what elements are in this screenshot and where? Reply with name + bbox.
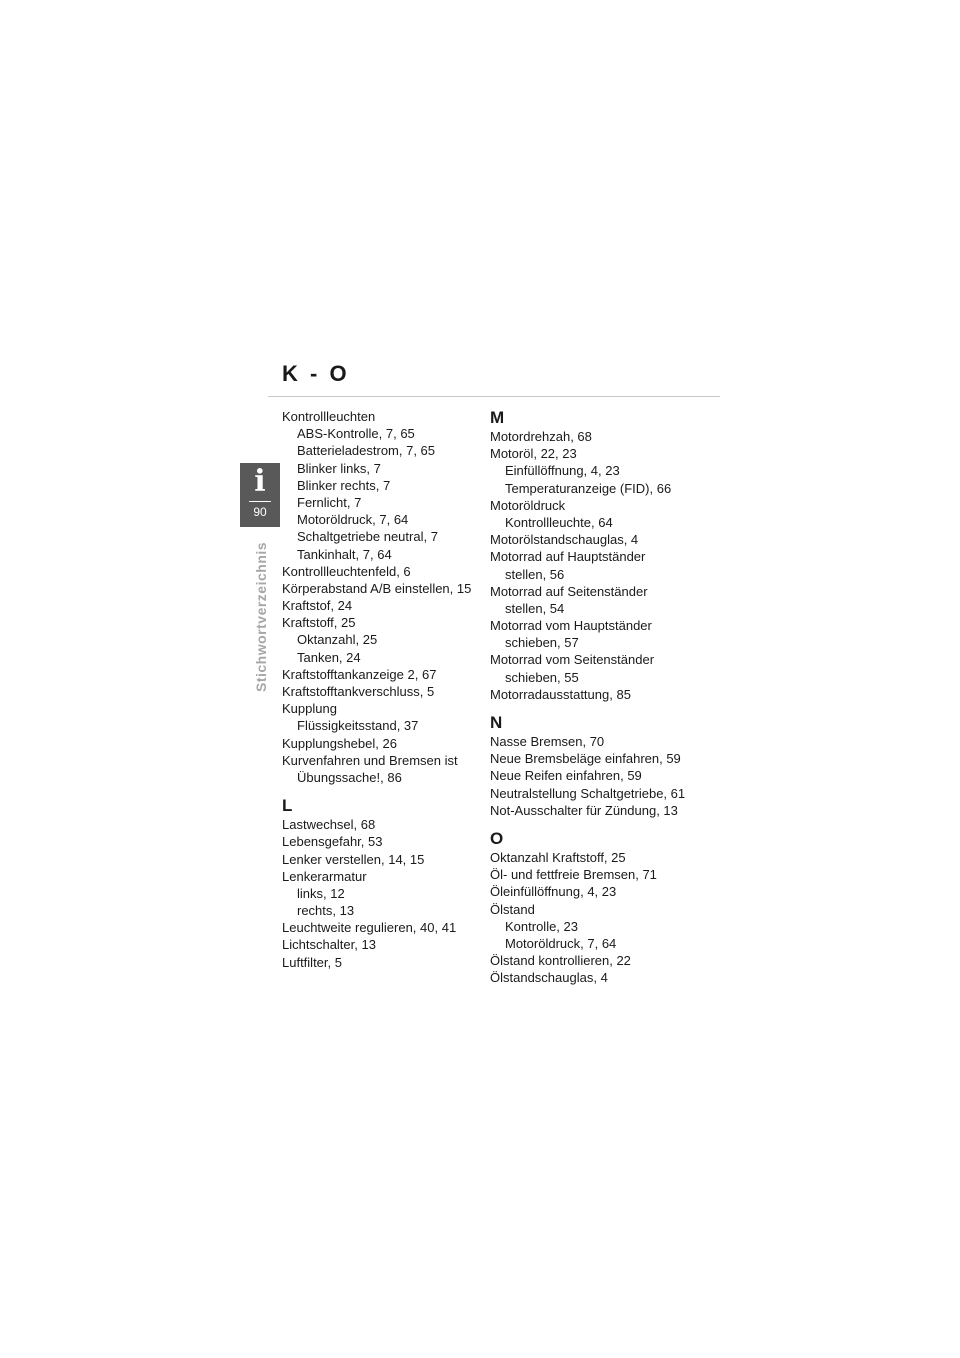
index-entry: Motoröldruck — [490, 497, 566, 513]
index-entry: Neutralstellung Schaltgetriebe, 61 — [490, 785, 686, 801]
index-letter-heading: O — [490, 828, 504, 848]
index-entry: Motorrad auf Hauptständer — [490, 549, 646, 565]
index-entry: Lastwechsel, 68 — [282, 817, 376, 833]
index-entry: Kraftstofftankanzeige 2, 67 — [282, 666, 437, 682]
index-subentry: Tanken, 24 — [297, 649, 361, 665]
index-letter-heading: N — [490, 713, 503, 732]
index-subentry: Blinker rechts, 7 — [297, 477, 391, 493]
index-subentry: Einfüllöffnung, 4, 23 — [505, 463, 620, 479]
index-subentry: schieben, 57 — [505, 635, 579, 651]
index-entry: Lenker verstellen, 14, 15 — [282, 851, 425, 867]
page-title: K - O — [282, 361, 350, 386]
index-entry: Leuchtweite regulieren, 40, 41 — [282, 920, 457, 936]
index-subentry: stellen, 54 — [505, 600, 565, 616]
page-number: 90 — [253, 505, 267, 519]
index-subentry: Fernlicht, 7 — [297, 494, 362, 510]
index-entry: Ölstand kontrollieren, 22 — [490, 953, 631, 969]
index-entry: Kontrollleuchtenfeld, 6 — [282, 563, 411, 579]
index-entry: Lebensgefahr, 53 — [282, 834, 383, 850]
index-column-right — [490, 408, 705, 986]
index-subentry: Temperaturanzeige (FID), 66 — [505, 480, 672, 496]
index-entry: Kurvenfahren und Bremsen ist — [282, 752, 458, 768]
index-entry: Kraftstoff, 25 — [282, 615, 356, 631]
index-subentry: Motoröldruck, 7, 64 — [297, 512, 409, 528]
index-entry: Kupplungshebel, 26 — [282, 735, 397, 751]
index-entry: Ölstandschauglas, 4 — [490, 970, 608, 986]
index-letter-heading: M — [490, 408, 505, 427]
index-subentry: Batterieladestrom, 7, 65 — [297, 443, 436, 459]
index-subentry: Übungssache!, 86 — [297, 769, 402, 785]
index-entry: Neue Bremsbeläge einfahren, 59 — [490, 751, 681, 767]
index-subentry: Blinker links, 7 — [297, 460, 381, 476]
index-entry: Neue Reifen einfahren, 59 — [490, 768, 642, 784]
index-subentry: Motoröldruck, 7, 64 — [505, 935, 617, 951]
chapter-tab — [240, 463, 280, 527]
index-entry: Öl- und fettfreie Bremsen, 71 — [490, 867, 657, 883]
index-entry: Motoröl, 22, 23 — [490, 446, 577, 462]
index-entry: Motorrad vom Seitenständer — [490, 652, 655, 668]
title-divider — [268, 396, 720, 397]
index-entry: Kupplung — [282, 701, 337, 717]
index-letter-heading: L — [282, 796, 293, 816]
info-i-icon: i — [254, 464, 266, 499]
index-entry: Motorrad vom Hauptständer — [490, 618, 652, 634]
index-subentry: schieben, 55 — [505, 669, 579, 685]
index-entry: Luftfilter, 5 — [282, 954, 342, 970]
index-subentry: Oktanzahl, 25 — [297, 632, 378, 648]
section-side-label — [250, 541, 272, 692]
index-subentry: links, 12 — [297, 885, 345, 901]
index-entry: Kraftstof, 24 — [282, 598, 353, 614]
index-subentry: Flüssigkeitsstand, 37 — [297, 718, 419, 734]
index-entry: Motorölstandschauglas, 4 — [490, 532, 639, 548]
index-entry: Oktanzahl Kraftstoff, 25 — [490, 849, 626, 865]
index-subentry: rechts, 13 — [297, 903, 355, 919]
index-entry: Motorradausstattung, 85 — [490, 686, 631, 702]
index-subentry: Kontrollleuchte, 64 — [505, 514, 613, 530]
index-entry: Motordrehzah, 68 — [490, 429, 592, 444]
index-entry: Kontrollleuchten — [282, 409, 376, 424]
index-subentry: Tankinhalt, 7, 64 — [297, 546, 392, 562]
index-entry: Lichtschalter, 13 — [282, 937, 376, 953]
index-subentry: stellen, 56 — [505, 566, 565, 582]
index-subentry: ABS-Kontrolle, 7, 65 — [297, 426, 415, 442]
index-column-left — [282, 408, 497, 971]
index-entry: Nasse Bremsen, 70 — [490, 734, 605, 749]
index-entry: Kraftstofftankverschluss, 5 — [282, 684, 435, 699]
index-entry: Motorrad auf Seitenständer — [490, 583, 648, 599]
index-subentry: Schaltgetriebe neutral, 7 — [297, 529, 438, 545]
section-side-label-text: Stichwortverzeichnis — [253, 541, 269, 692]
index-entry: Not-Ausschalter für Zündung, 13 — [490, 802, 678, 818]
index-entry: Körperabstand A/B einstellen, 15 — [282, 580, 472, 596]
index-entry: Ölstand — [490, 901, 535, 917]
index-entry: Lenkerarmatur — [282, 868, 367, 884]
index-subentry: Kontrolle, 23 — [505, 918, 578, 934]
index-entry: Öleinfüllöffnung, 4, 23 — [490, 884, 617, 900]
